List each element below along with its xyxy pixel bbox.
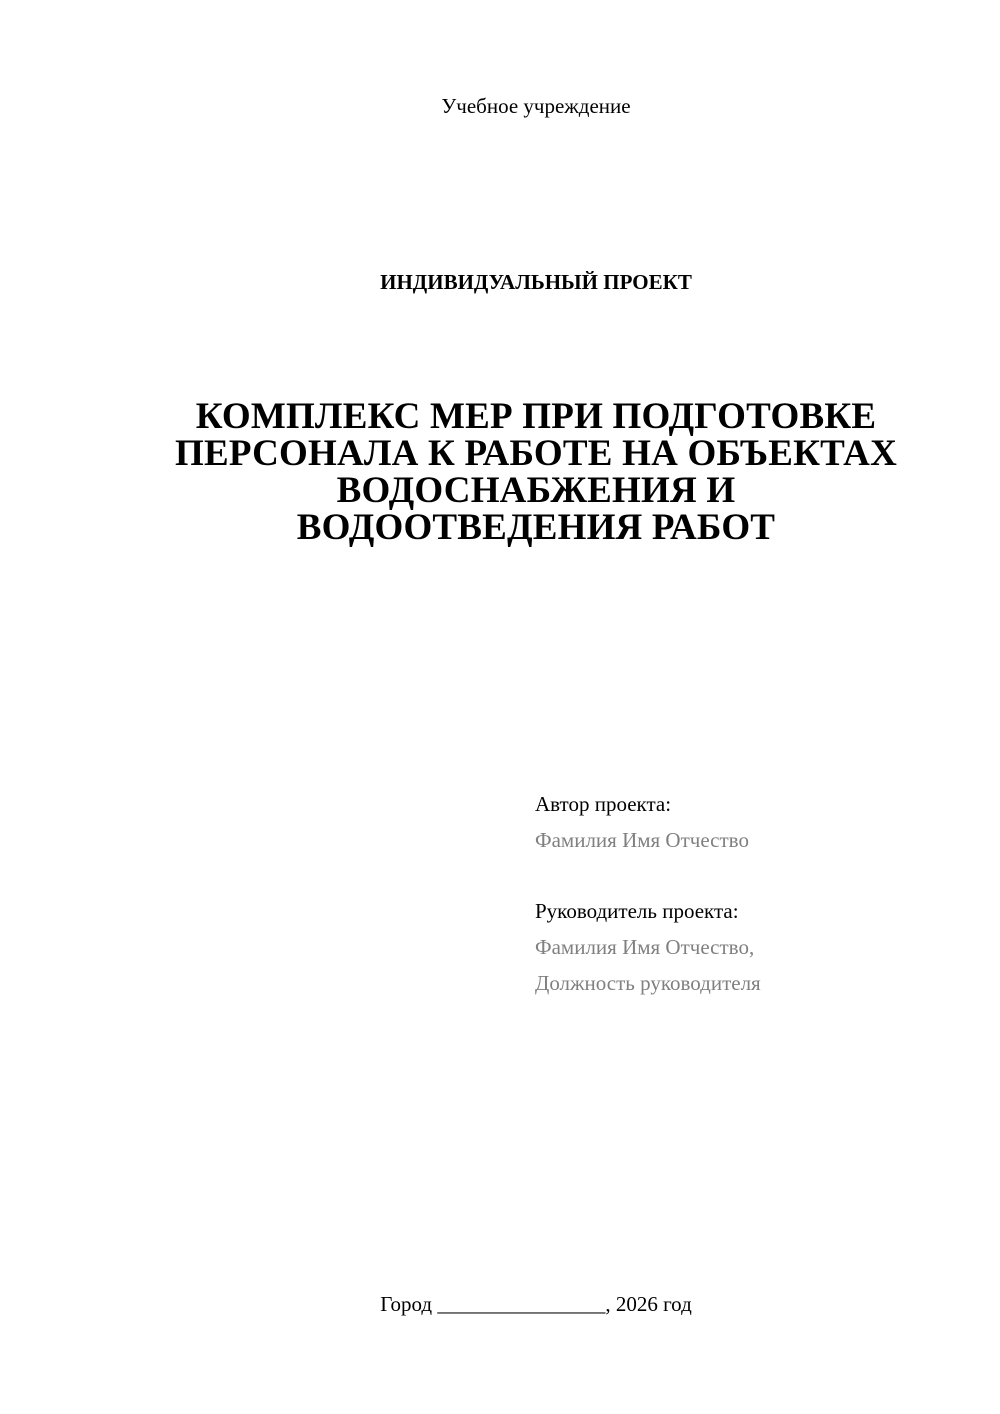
supervisor-label: Руководитель проекта:: [535, 899, 739, 923]
author-name: Фамилия Имя Отчество: [535, 828, 749, 852]
project-title-line-3: ВОДОСНАБЖЕНИЯ И: [336, 470, 736, 511]
supervisor-name: Фамилия Имя Отчество,: [535, 935, 755, 959]
project-title-line-1: КОМПЛЕКС МЕР ПРИ ПОДГОТОВКЕ: [195, 396, 877, 437]
institution-name: Учебное учреждение: [441, 94, 631, 118]
document-type: ИНДИВИДУАЛЬНЫЙ ПРОЕКТ: [380, 270, 692, 294]
supervisor-position: Должность руководителя: [535, 971, 761, 995]
author-label: Автор проекта:: [535, 792, 672, 816]
project-title: [120, 398, 952, 546]
city-year-line: Город ________________, 2026 год: [380, 1292, 692, 1316]
supervisor-block: [535, 893, 965, 1001]
author-block: [535, 786, 965, 858]
project-title-line-2: ПЕРСОНАЛА К РАБОТЕ НА ОБЪЕКТАХ: [175, 433, 897, 474]
project-title-line-4: ВОДООТВЕДЕНИЯ РАБОТ: [296, 507, 776, 548]
